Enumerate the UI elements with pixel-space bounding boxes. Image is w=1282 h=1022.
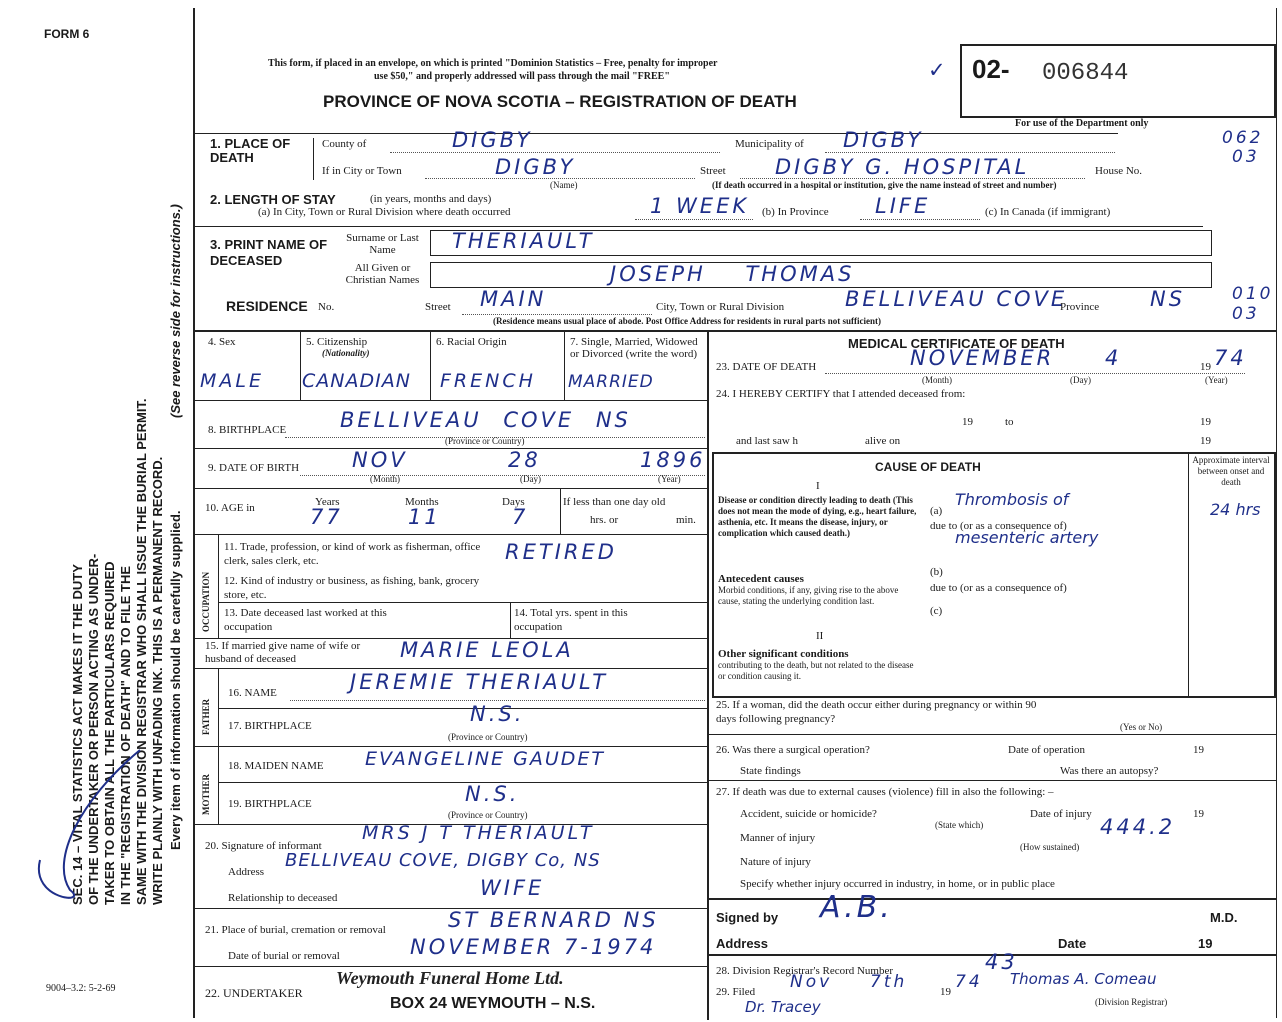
name-caption: (Name) [550,180,578,190]
part-i: I [816,480,820,492]
q25-label: 25. If a woman, did the death occur either during pregnancy or within 90 days following pregnancy? [716,699,1037,725]
dob-day-caption: (Day) [520,474,541,484]
last-worked-label: 13. Date deceased last worked at this occupation [224,607,387,633]
operation-date-label: Date of operation [1008,744,1085,756]
mother-birthplace: N.S. [465,782,520,806]
side-text-6: WRITE PLAINLY WITH UNFADING INK. THIS IS A PERMANENT RECORD. [150,456,165,905]
dod-year-prefix: 19 [1200,361,1211,373]
relation-value: WIFE [480,876,545,900]
industry-label: 12. Kind of industry or business, as fishing, bank, grocery store, etc. [224,575,480,601]
residence-street-label: Street [425,301,451,313]
occupation-side: OCCUPATION [201,571,211,632]
trade-value: RETIRED [505,540,617,564]
surname-value: THERIAULT [452,229,595,253]
side-text-4: IN THE "REGISTRATION OF DEATH" AND TO FILE THE [118,565,133,905]
city-value: DIGBY [495,155,576,179]
yes-no-caption: (Yes or No) [1120,722,1163,732]
residence-province-label: Province [1060,301,1100,313]
injury-19: 19 [1193,808,1204,820]
findings-label: State findings [740,765,801,777]
accident-label: Accident, suicide or homicide? [740,808,877,820]
birthplace-label: 8. BIRTHPLACE [208,424,287,436]
doctor-note: Dr. Tracey [745,998,821,1016]
antecedent-label: Antecedent causes [718,573,804,585]
min-label: min. [676,514,696,526]
father-name: JEREMIE THERIAULT [350,670,609,694]
dob-year-caption: (Year) [658,474,681,484]
filed-month: Nov [790,972,833,992]
dept-code-b: 03 [1232,147,1260,167]
citizenship-label: 5. Citizenship [306,336,368,348]
residence-street: MAIN [480,287,547,311]
undertaker-stamp: Weymouth Funeral Home Ltd. [336,968,564,988]
mother-maiden: EVANGELINE GAUDET [365,748,605,770]
age-days: 7 [512,505,529,529]
undertaker-stamp-address: BOX 24 WEYMOUTH – N.S. [390,995,596,1012]
operation-19: 19 [1193,744,1204,756]
less-day-label: If less than one day old [563,496,666,508]
dept-use: For use of the Department only [1015,118,1149,129]
form-label: FORM 6 [44,27,90,41]
street-label: Street [700,165,726,177]
due-to-b: due to (or as a consequence of) [930,582,1067,594]
filed-day: 7th [870,972,908,992]
physician-signature: A.B. [820,890,893,925]
other-note: contributing to the death, but not related to the disease or condition causing it. [718,660,914,681]
burial-date: NOVEMBER 7-1974 [410,935,657,959]
informant-sig-label: 20. Signature of informant [205,840,322,852]
father-caption: (Province or Country) [448,732,528,742]
dept-code-d: 03 [1232,304,1260,324]
dept-code-c: 010 [1232,284,1274,304]
record-value: 43 [985,950,1018,974]
city-label: If in City or Town [322,165,402,177]
code-value: 444.2 [1100,815,1176,839]
q27-label: 27. If death was due to external causes (violence) fill in also the following: – [716,786,1054,798]
how-caption: (How sustained) [1020,842,1080,852]
racial-value: FRENCH [440,370,536,392]
citizenship-value: CANADIAN [302,370,411,392]
residence-no-label: No. [318,301,335,313]
side-text-2: OF THE UNDERTAKER OR PERSON ACTING AS UNDER- [86,553,101,905]
residence-note: (Residence means usual place of abode. Post Office Address for residents in rural parts not sufficient) [493,316,881,326]
sex-label: 4. Sex [208,336,236,348]
certify-to-19: 19 [1200,416,1211,428]
deceased-name-label: 3. PRINT NAME OF DECEASED [210,237,328,268]
physician-address-label: Address [716,936,769,951]
dob-label: 9. DATE OF BIRTH [208,462,300,474]
mailing-note-1: This form, if placed in an envelope, on which is printed "Dominion Statistics – Free, penalty for improper [268,58,718,69]
marital-label: 7. Single, Married, Widowed or Divorced (write the word) [570,336,698,360]
dod-year: 74 [1214,346,1247,370]
dod-day-caption: (Day) [1070,375,1091,385]
autopsy-label: Was there an autopsy? [1060,765,1159,777]
father-birthplace-label: 17. BIRTHPLACE [228,720,312,732]
mother-caption: (Province or Country) [448,810,528,820]
birthplace-value: BELLIVEAU COVE NS [340,408,631,432]
cause-a: Thrombosis of [955,490,1069,509]
stay-label-note: (in years, months and days) [370,193,492,205]
dob-day: 28 [508,448,541,472]
municipality-label: Municipality of [735,138,804,150]
given-value: JOSEPH THOMAS [610,262,855,286]
total-years-label: 14. Total yrs. spent in this occupation [514,607,628,633]
days-label: Days [502,496,525,508]
certify-from-19: 19 [962,416,973,428]
place-label: 1. PLACE OF DEATH [210,136,291,165]
part-ii: II [816,630,824,642]
age-years: 77 [310,505,343,529]
stay-c-label: (c) In Canada (if immigrant) [985,206,1111,218]
cause-c-prefix: (c) [930,605,943,617]
relation-label: Relationship to deceased [228,892,338,904]
record-label: 28. Division Registrar's Record Number [716,965,894,977]
filed-label: 29. Filed [716,986,756,998]
alive-label: alive on [865,435,901,447]
dob-year: 1896 [640,448,706,472]
residence-city: BELLIVEAU COVE [845,287,1068,311]
reg-prefix: 02- [972,54,1010,84]
side-text-3: TAKER TO OBTAIN ALL THE PARTICULARS REQUIRED [102,561,117,905]
stay-a-label: (a) In City, Town or Rural Division where death occurred [258,206,511,218]
side-text-7: Every item of information should be carefully supplied. [168,510,183,850]
due-to-a: due to (or as a consequence of) [930,520,1067,532]
registrar-signature: Thomas A. Comeau [1010,970,1157,988]
dod-year-caption: (Year) [1205,375,1228,385]
sex-value: MALE [200,370,264,392]
mother-maiden-label: 18. MAIDEN NAME [228,760,324,772]
reg-number: 006844 [1042,60,1129,87]
dod-month-caption: (Month) [922,375,952,385]
certify-label: 24. I HEREBY CERTIFY that I attended deceased from: [716,388,966,400]
interval-a: 24 hrs [1210,500,1261,519]
house-label: House No. [1095,165,1143,177]
mailing-note-2: use $50," and properly addressed will pass through the mail "FREE" [374,71,670,82]
stay-b-label: (b) In Province [762,206,829,218]
form-code: 9004–3.2: 5-2-69 [46,983,116,994]
nature-label: Nature of injury [740,856,811,868]
last-saw-label: and last saw h [736,435,799,447]
q26-label: 26. Was there a surgical operation? [716,744,870,756]
cause-a2: mesenteric artery [955,528,1099,547]
burial-place: ST BERNARD NS [448,908,659,932]
physician-19: 19 [1198,936,1213,951]
given-label: All Given or Christian Names [345,262,420,286]
injury-date-label: Date of injury [1030,808,1092,820]
birthplace-caption: (Province or Country) [445,436,525,446]
stay-a-value: 1 WEEK [650,194,750,218]
state-which-caption: (State which) [935,820,984,830]
hrs-label: hrs. or [590,514,619,526]
side-text-1: SEC. 14 – VITAL STATISTICS ACT MAKES IT THE DUTY [70,564,85,905]
dod-month: NOVEMBER [910,346,1055,370]
spouse-label: 15. If married give name of wife or husband of deceased [205,640,361,665]
age-months: 11 [408,505,441,529]
other-label: Other significant conditions [718,648,849,660]
specify-label: Specify whether injury occurred in industry, in home, or in public place [740,878,1055,890]
father-side: FATHER [201,698,211,735]
filed-year: 74 [955,972,983,992]
burial-date-label: Date of burial or removal [228,950,340,962]
stay-b-value: LIFE [875,194,931,218]
medical-title: MEDICAL CERTIFICATE OF DEATH [848,336,1065,351]
dob-month-caption: (Month) [370,474,400,484]
residence-province: NS [1150,287,1186,311]
dob-month: NOV [352,448,408,472]
filed-year-prefix: 19 [940,986,951,998]
mother-birthplace-label: 19. BIRTHPLACE [228,798,312,810]
certify-to: to [1005,416,1014,428]
municipality-value: DIGBY [843,128,924,152]
dod-label: 23. DATE OF DEATH [716,361,817,373]
undertaker-label: 22. UNDERTAKER [205,986,303,1000]
hospital-note: (If death occurred in a hospital or institution, give the name instead of street and number) [712,180,1057,190]
interval-label: Approximate interval between onset and death [1192,455,1270,487]
pen-mark-icon [20,740,160,910]
residence-city-label: City, Town or Rural Division [656,301,785,313]
disease-label: Disease or condition directly leading to death (This does not mean the mode of dying, e.g., heart failure, asthenia, etc. It means the disease, injury, or complication which caused death.) [718,495,917,538]
mother-side: MOTHER [201,773,211,815]
physician-date-label: Date [1058,936,1087,951]
spouse-value: MARIE LEOLA [400,638,574,662]
marital-value: MARRIED [568,372,654,392]
page-title: PROVINCE OF NOVA SCOTIA – REGISTRATION OF DEATH [323,92,797,111]
father-name-label: 16. NAME [228,687,277,699]
months-label: Months [405,496,439,508]
surname-label: Surname or Last Name [346,232,419,256]
burial-place-label: 21. Place of burial, cremation or removal [205,924,386,936]
trade-label: 11. Trade, profession, or kind of work as fisherman, office clerk, sales clerk, etc. [224,541,481,567]
manner-label: Manner of injury [740,832,816,844]
cause-a-prefix: (a) [930,505,943,517]
informant-address-label: Address [228,866,265,878]
antecedent-note: Morbid conditions, if any, giving rise to the above cause, stating the underlying condition last. [718,585,899,606]
cause-b-prefix: (b) [930,566,943,578]
md-label: M.D. [1210,910,1238,925]
street-value: DIGBY G. HOSPITAL [775,155,1030,179]
citizenship-sub: (Nationality) [322,348,370,358]
dept-code-a: 062 [1222,128,1264,148]
stay-label: 2. LENGTH OF STAY [210,192,336,207]
county-label: County of [322,138,367,150]
father-birthplace: N.S. [470,702,525,726]
checkmark-icon: ✓ [928,58,949,82]
racial-label: 6. Racial Origin [436,336,507,348]
cause-title: CAUSE OF DEATH [875,460,981,474]
informant-address: BELLIVEAU COVE, DIGBY Co, NS [285,850,601,871]
signed-by-label: Signed by [716,910,779,925]
side-text-5: SAME WITH THE DIVISION REGISTRAR WHO SHALL ISSUE THE BURIAL PERMIT. [134,398,149,905]
residence-label: RESIDENCE [226,298,308,314]
side-text-8: (See reverse side for instructions.) [168,204,183,418]
alive-19: 19 [1200,435,1211,447]
county-value: DIGBY [452,128,533,152]
registrar-caption: (Division Registrar) [1095,997,1168,1007]
informant-sig: MRS J T THERIAULT [362,822,595,844]
age-label: 10. AGE in [205,502,255,514]
years-label: Years [315,496,340,508]
dod-day: 4 [1105,346,1122,370]
